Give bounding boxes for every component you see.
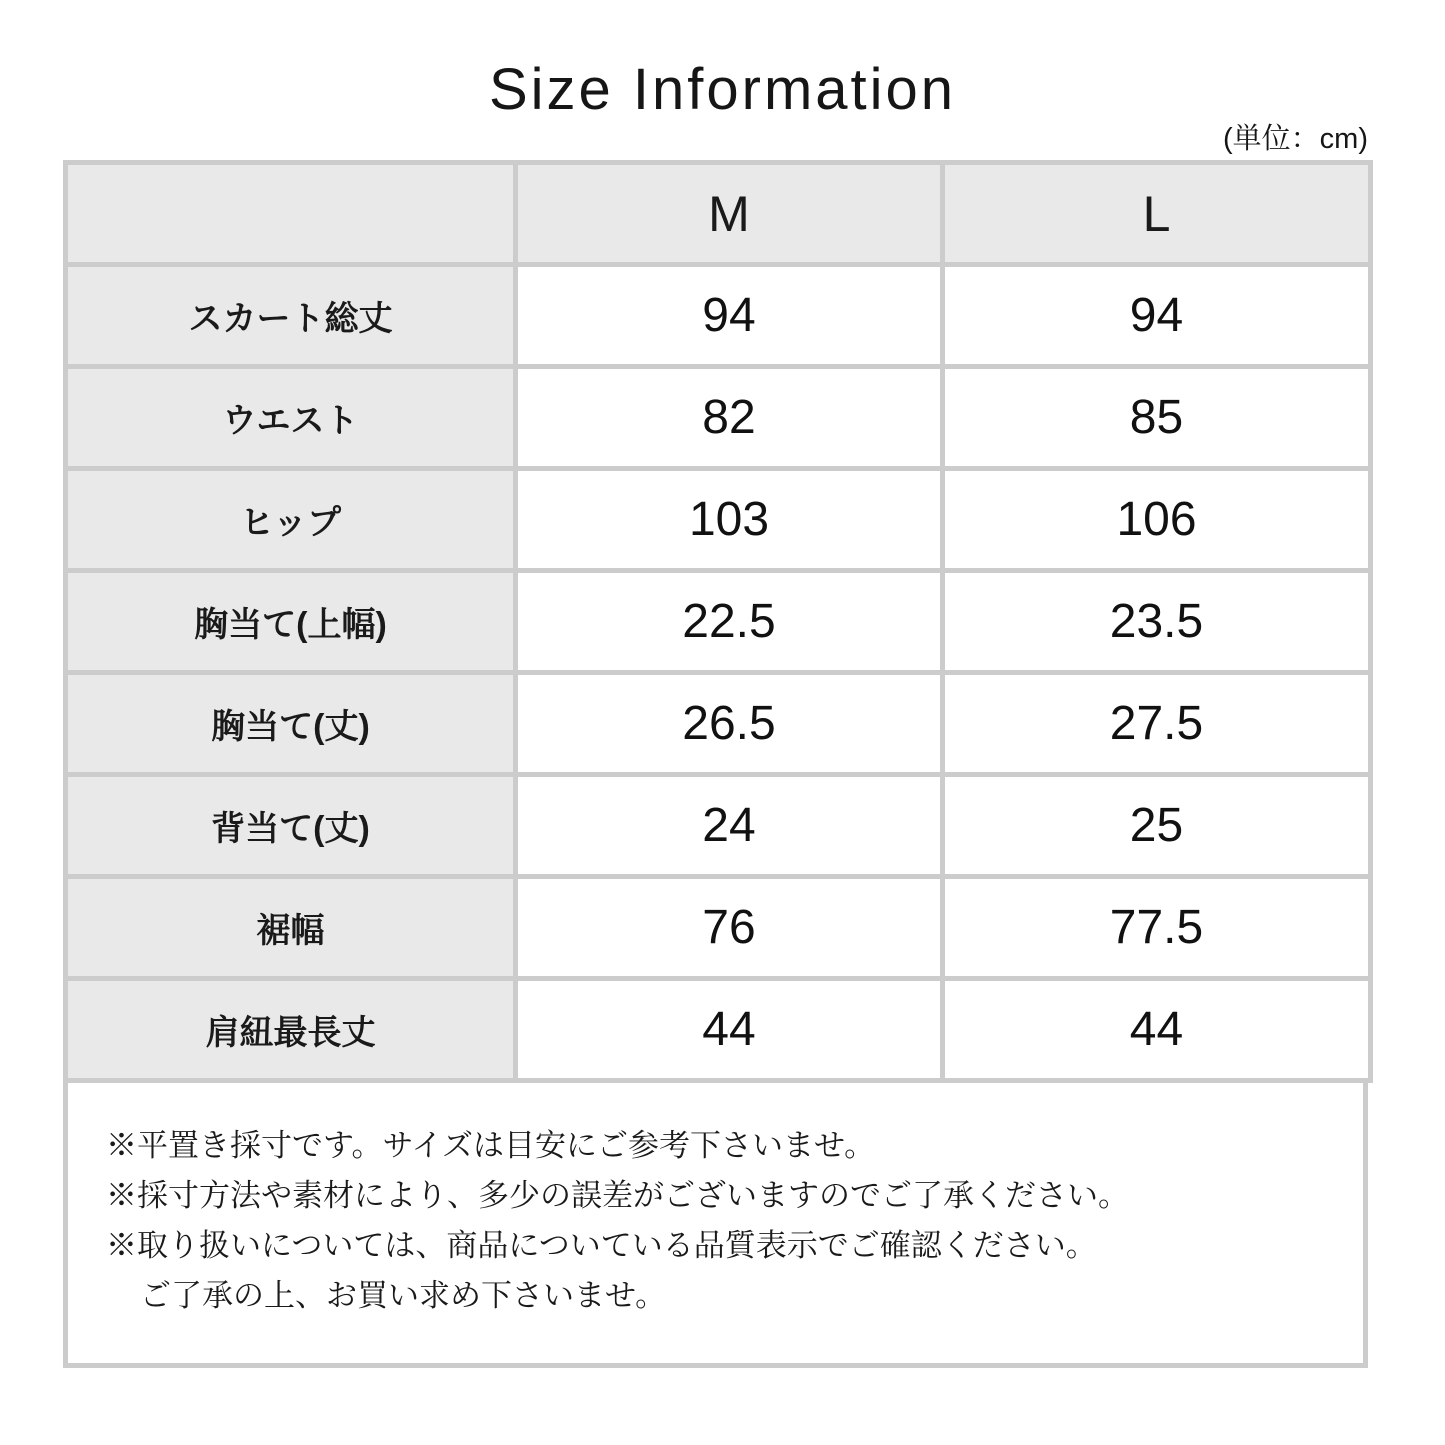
row-label-cell: スカート総丈 bbox=[66, 265, 516, 367]
note-line: ※平置き採寸です。サイズは目安にご参考下さいませ。 bbox=[106, 1128, 876, 1163]
note-line: ※取り扱いについては、商品についている品質表示でご確認ください。 bbox=[106, 1228, 1097, 1263]
row-label-cell: 肩紐最長丈 bbox=[66, 979, 516, 1081]
l-value-cell: 27.5 bbox=[943, 673, 1371, 775]
table-row bbox=[66, 367, 1371, 469]
l-value-cell: 23.5 bbox=[943, 571, 1371, 673]
m-value-cell: 24 bbox=[516, 775, 943, 877]
l-value-cell: 77.5 bbox=[943, 877, 1371, 979]
table-row bbox=[66, 571, 1371, 673]
l-value-cell: 106 bbox=[943, 469, 1371, 571]
unit-label: (単位：cm) bbox=[1223, 123, 1368, 155]
note-line: ※採寸方法や素材により、多少の誤差がございますのでご了承ください。 bbox=[106, 1178, 1129, 1213]
row-label-cell: 胸当て(上幅) bbox=[66, 571, 516, 673]
m-value-cell: 103 bbox=[516, 469, 943, 571]
size-table-container bbox=[63, 160, 1368, 1368]
table-row bbox=[66, 979, 1371, 1081]
m-value-cell: 22.5 bbox=[516, 571, 943, 673]
l-value-cell: 85 bbox=[943, 367, 1371, 469]
table-row bbox=[66, 265, 1371, 367]
table-row bbox=[66, 673, 1371, 775]
header-cell-m: M bbox=[516, 163, 943, 265]
m-value-cell: 82 bbox=[516, 367, 943, 469]
m-value-cell: 44 bbox=[516, 979, 943, 1081]
table-row bbox=[66, 469, 1371, 571]
header-cell-l: L bbox=[943, 163, 1371, 265]
l-value-cell: 94 bbox=[943, 265, 1371, 367]
m-value-cell: 26.5 bbox=[516, 673, 943, 775]
page-title: Size Information bbox=[488, 57, 957, 122]
m-value-cell: 94 bbox=[516, 265, 943, 367]
row-label-cell: 裾幅 bbox=[66, 877, 516, 979]
size-table bbox=[63, 160, 1373, 1083]
note-line: ご了承の上、お買い求め下さいませ。 bbox=[140, 1278, 667, 1313]
measurement-notes bbox=[63, 1078, 1368, 1368]
row-label-cell: ウエスト bbox=[66, 367, 516, 469]
row-label-cell: ヒップ bbox=[66, 469, 516, 571]
m-value-cell: 76 bbox=[516, 877, 943, 979]
l-value-cell: 44 bbox=[943, 979, 1371, 1081]
row-label-cell: 背当て(丈) bbox=[66, 775, 516, 877]
row-label-cell: 胸当て(丈) bbox=[66, 673, 516, 775]
table-header-row bbox=[66, 163, 1371, 265]
table-row bbox=[66, 775, 1371, 877]
l-value-cell: 25 bbox=[943, 775, 1371, 877]
table-row bbox=[66, 877, 1371, 979]
header-cell-label bbox=[66, 163, 516, 265]
